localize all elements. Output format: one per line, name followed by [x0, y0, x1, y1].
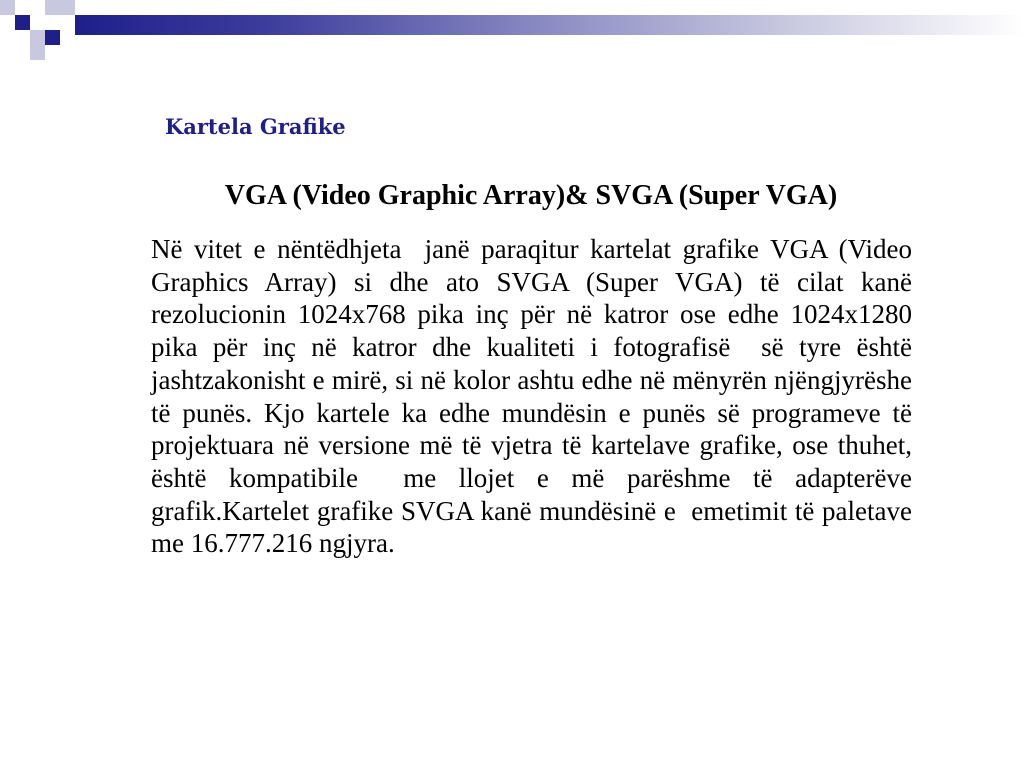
decor-square [30, 30, 45, 45]
decor-square [45, 0, 60, 15]
slide-title: Kartela Grafike [165, 114, 346, 139]
decor-square [0, 0, 15, 15]
decor-square [45, 30, 60, 45]
decor-square [60, 0, 75, 15]
decor-square [30, 45, 45, 60]
decor-square [15, 15, 30, 30]
header-gradient-bar [75, 15, 1024, 35]
slide-subtitle: VGA (Video Graphic Array)& SVGA (Super VGA) [224, 180, 838, 211]
body-paragraph: Në vitet e nëntëdhjeta janë paraqitur kartelat grafike VGA (Video Graphics Array) si dhe ato SVGA (Super VGA) të cilat kanë rezolucionin 1024x768 pika inç për në katror ose edhe 1024x1280 pika për inç në katror dhe kualiteti i fotografisë së tyre është jashtzakonisht e mirë, si në kolor ashtu edhe në mënyrën njëngjyrëshe të punës. Kjo kartele ka edhe mundësin e punës së programeve të projektuara në versione më të vjetra të kartelave grafike, ose thuhet, është kompatibile me llojet e më parëshme të adapterëve grafik.Kartelet grafike SVGA kanë mundësinë e emetimit të paletave me 16.777.216 ngjyra. [151, 234, 919, 559]
